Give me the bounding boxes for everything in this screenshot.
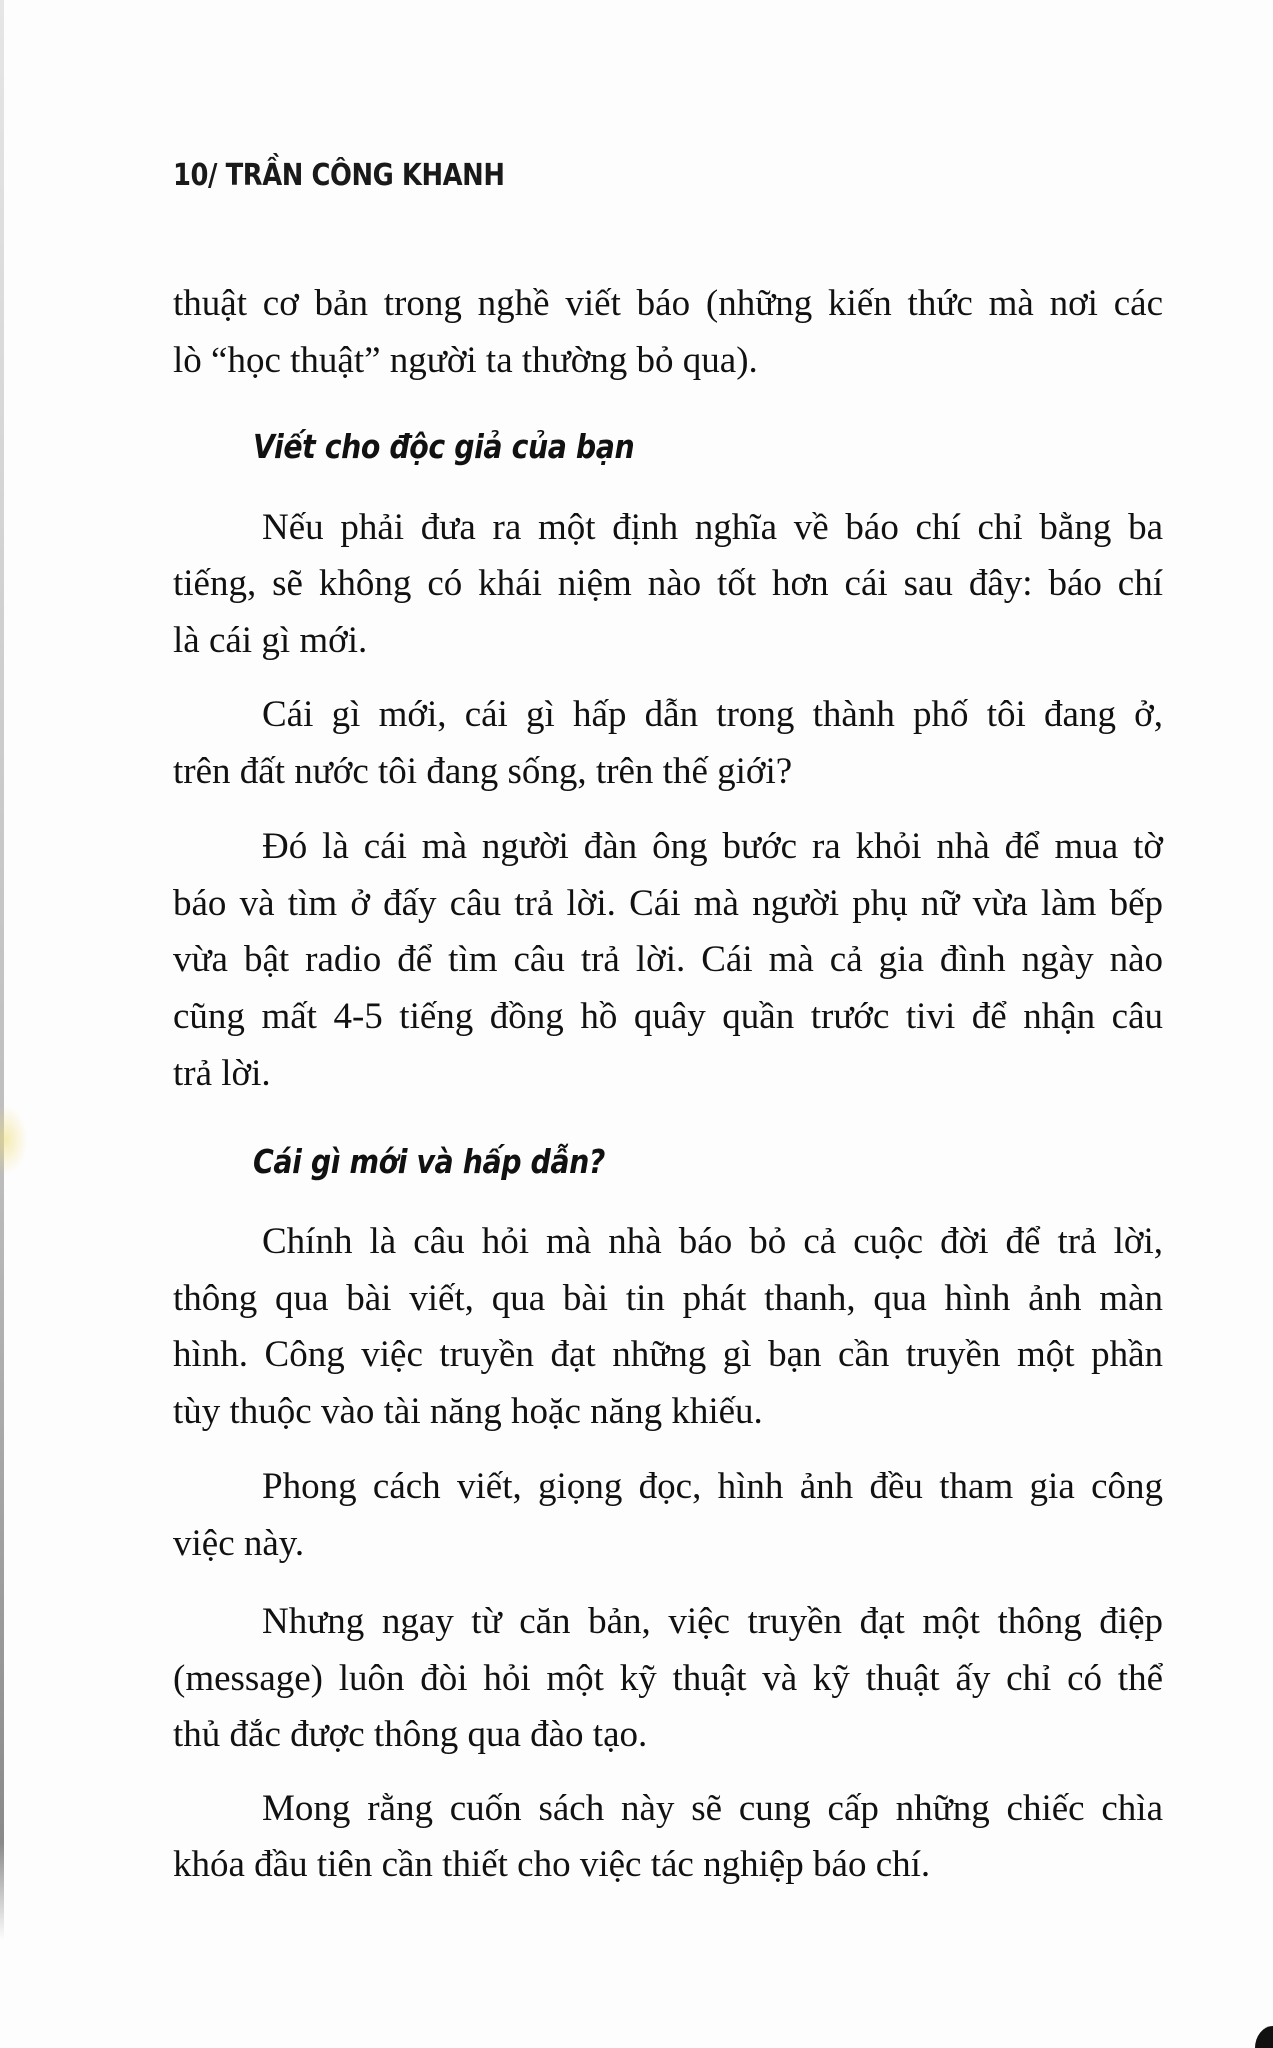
body-line: là cái gì mới. [173, 620, 368, 661]
section-heading: Cái gì mới và hấp dẫn? [253, 1142, 605, 1181]
page-edge-shadow [0, 0, 4, 1940]
body-line: khóa đầu tiên cần thiết cho việc tác nghiệp báo chí. [173, 1844, 931, 1885]
body-line: vừa bật radio để tìm câu trả lời. Cái mà cả gia đình ngày nào [173, 939, 1163, 980]
body-line: việc này. [173, 1523, 305, 1564]
body-line: tùy thuộc vào tài năng hoặc năng khiếu. [173, 1391, 763, 1432]
body-line: thủ đắc được thông qua đào tạo. [173, 1714, 648, 1755]
section-heading: Viết cho độc giả của bạn [253, 427, 635, 466]
body-line: Nếu phải đưa ra một định nghĩa về báo chí chỉ bằng ba [262, 507, 1163, 548]
body-line: Phong cách viết, giọng đọc, hình ảnh đều tham gia công [262, 1466, 1163, 1507]
body-line: hình. Công việc truyền đạt những gì bạn cần truyền một phần [173, 1334, 1163, 1375]
body-line: tiếng, sẽ không có khái niệm nào tốt hơn cái sau đây: báo chí [173, 563, 1163, 604]
body-line: Nhưng ngay từ căn bản, việc truyền đạt một thông điệp [262, 1601, 1163, 1642]
body-line: (message) luôn đòi hỏi một kỹ thuật và kỹ thuật ấy chỉ có thể [173, 1658, 1163, 1699]
body-line: lò “học thuật” người ta thường bỏ qua). [173, 340, 758, 381]
body-line: Chính là câu hỏi mà nhà báo bỏ cả cuộc đời để trả lời, [262, 1221, 1163, 1262]
body-line: Cái gì mới, cái gì hấp dẫn trong thành phố tôi đang ở, [262, 694, 1163, 735]
body-line: trên đất nước tôi đang sống, trên thế giới? [173, 751, 793, 792]
body-line: báo và tìm ở đấy câu trả lời. Cái mà người phụ nữ vừa làm bếp [173, 883, 1163, 924]
body-line: thuật cơ bản trong nghề viết báo (những kiến thức mà nơi các [173, 283, 1163, 324]
body-line: Đó là cái mà người đàn ông bước ra khỏi nhà để mua tờ [262, 826, 1163, 867]
running-head: 10/ TRẦN CÔNG KHANH [173, 158, 505, 193]
paper-stain [0, 1105, 28, 1175]
body-line: trả lời. [173, 1053, 271, 1094]
page-corner-shadow [1255, 2026, 1273, 2048]
body-line: cũng mất 4-5 tiếng đồng hồ quây quần trước tivi để nhận câu [173, 996, 1163, 1037]
body-line: thông qua bài viết, qua bài tin phát thanh, qua hình ảnh màn [173, 1278, 1163, 1319]
body-line: Mong rằng cuốn sách này sẽ cung cấp những chiếc chìa [262, 1788, 1163, 1829]
